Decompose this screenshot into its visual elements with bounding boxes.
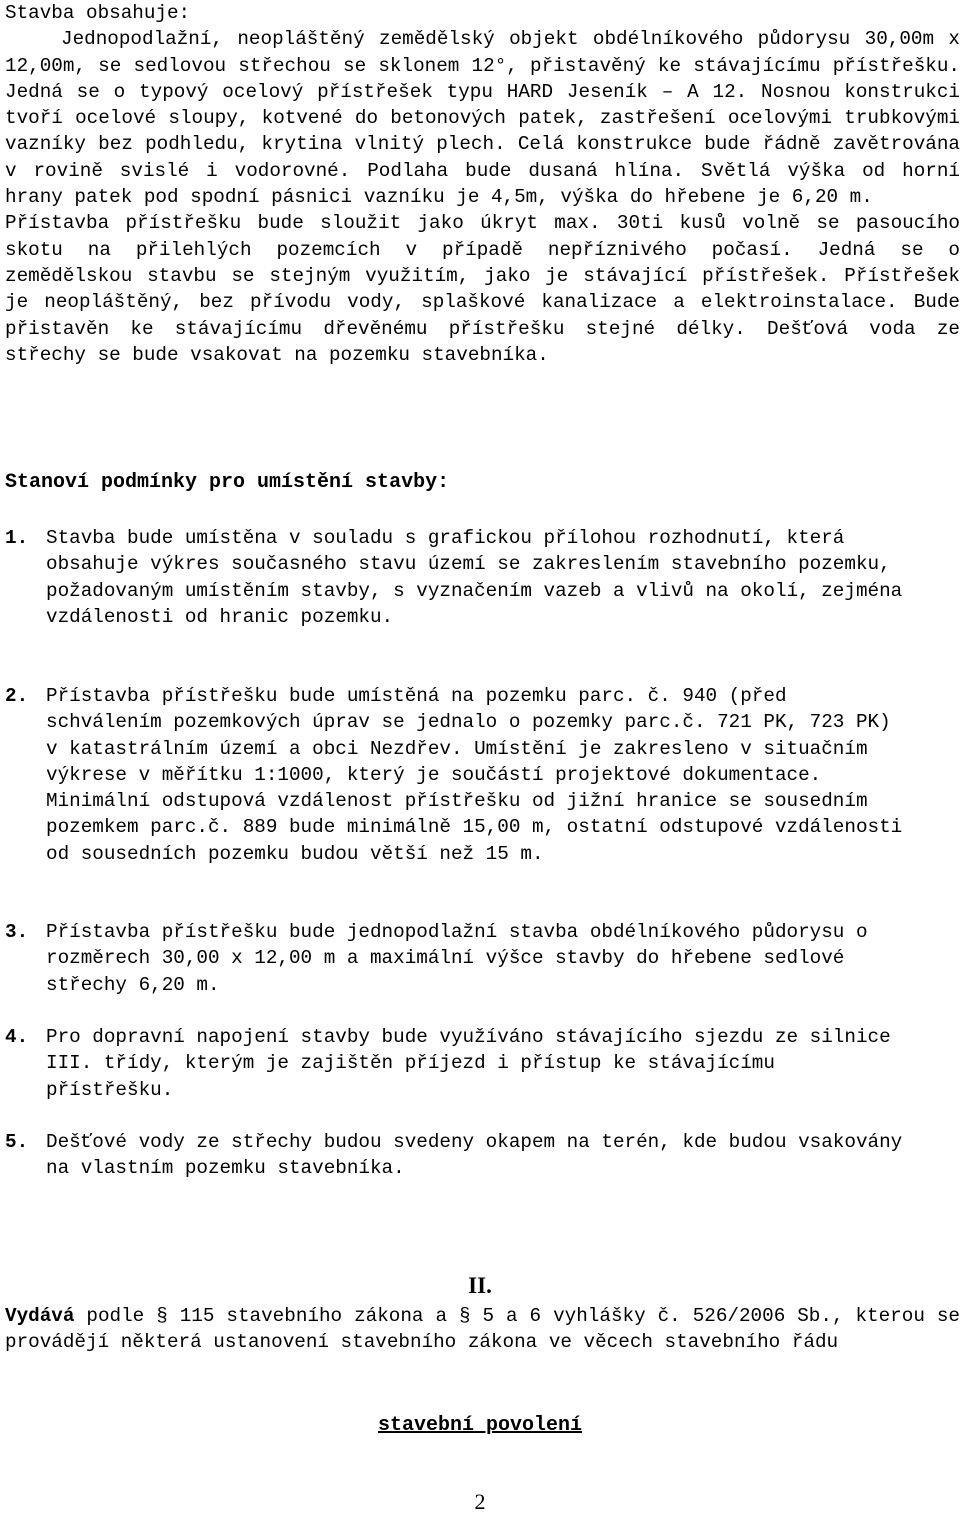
condition-number: 1. [5, 527, 29, 549]
page-number: 2 [474, 1489, 486, 1514]
description-lead: Stavba obsahuje: [5, 2, 191, 24]
issue-statement [5, 1303, 960, 1356]
conditions-heading: Stanoví podmínky pro umístění stavby: [5, 471, 450, 494]
condition-text: Přístavba přístřešku bude jednopodlažní stavba obdélníkového půdorysu o rozměrech 30,00 x 12,00 m a maximální výšce stavby do hřebene sedlové střechy 6,20 m. [46, 921, 868, 996]
decision-title: stavební povolení [377, 1414, 583, 1437]
condition-number: 5. [5, 1131, 29, 1153]
condition-item-5 [5, 1129, 905, 1182]
issue-text: podle § 115 stavebního zákona a § 5 a 6 vyhlášky č. 526/2006 Sb., kterou se provádějí některá ustanovení stavebního zákona ve věcech stavebního řádu [5, 1305, 960, 1354]
issue-verb: Vydává [5, 1305, 75, 1327]
section-number: II. [468, 1273, 492, 1298]
condition-text: Přístavba přístřešku bude umístěná na pozemku parc. č. 940 (před schválením pozemkových úprav se jednalo o pozemky parc.č. 721 PK, 723 PK) v katastrálním území a obci Nezdřev. Umístění je zakresleno v situačním výkrese v měřítku 1:1000, který je součástí projektové dokumentace. Minimální odstupová vzdálenost přístřešku od jižní hranice se sousedním pozemkem parc.č. 889 bude minimálně 15,00 m, ostatní odstupové vzdálenosti od sousedních pozemku budou větší než 15 m. [46, 685, 903, 865]
condition-number: 2. [5, 685, 29, 707]
condition-text: Pro dopravní napojení stavby bude využíváno stávajícího sjezdu ze silnice III. třídy, kterým je zajištěn příjezd i přístup ke stávajícímu přístřešku. [46, 1026, 891, 1101]
condition-item-2 [5, 683, 905, 867]
condition-text: Stavba bude umístěna v souladu s grafickou přílohou rozhodnutí, která obsahuje výkres současného stavu území se zakreslením stavebního pozemku, požadovaným umístěním stavby, s vyznačením vazeb a vlivů na okolí, zejména vzdálenosti od hranic pozemku. [46, 527, 903, 628]
building-description [5, 0, 960, 368]
condition-number: 4. [5, 1026, 29, 1048]
condition-item-3 [5, 919, 905, 998]
condition-number: 3. [5, 921, 29, 943]
condition-text: Dešťové vody ze střechy budou svedeny okapem na terén, kde budou vsakovány na vlastním pozemku stavebníka. [46, 1131, 903, 1180]
description-paragraph: Jednopodlažní, neopláštěný zemědělský objekt obdélníkového půdorysu 30,00m x 12,00m, se sedlovou střechou se sklonem 12°, přistavěný ke stávajícímu přístřešku. Jedná se o typový ocelový přístřešek typu HARD Jeseník – A 12. Nosnou konstrukci tvoří ocelové sloupy, kotvené do betonových patek, zastřešení ocelovými trubkovými vazníky bez podhledu, krytina vlnitý plech. Celá konstrukce bude řádně zavětrována v rovině svislé i vodorovné. Podlaha bude dusaná hlína. Světlá výška od horní hrany patek pod spodní pásnici vazníku je 4,5m, výška do hřebene je 6,20 m. [5, 28, 960, 209]
condition-item-1 [5, 525, 905, 630]
condition-item-4 [5, 1024, 905, 1103]
usage-paragraph: Přístavba přístřešku bude sloužit jako úkryt max. 30ti kusů volně se pasoucího skotu na přilehlých pozemcích v případě nepříznivého počasí. Jedná se o zemědělskou stavbu se stejným využitím, jako je stávající přístřešek. Přístřešek je neopláštěný, bez přívodu vody, splaškové kanalizace a elektroinstalace. Bude přistavěn ke stávajícímu dřevěnému přístřešku stejné délky. Dešťová voda ze střechy se bude vsakovat na pozemku stavebníka. [5, 212, 960, 366]
